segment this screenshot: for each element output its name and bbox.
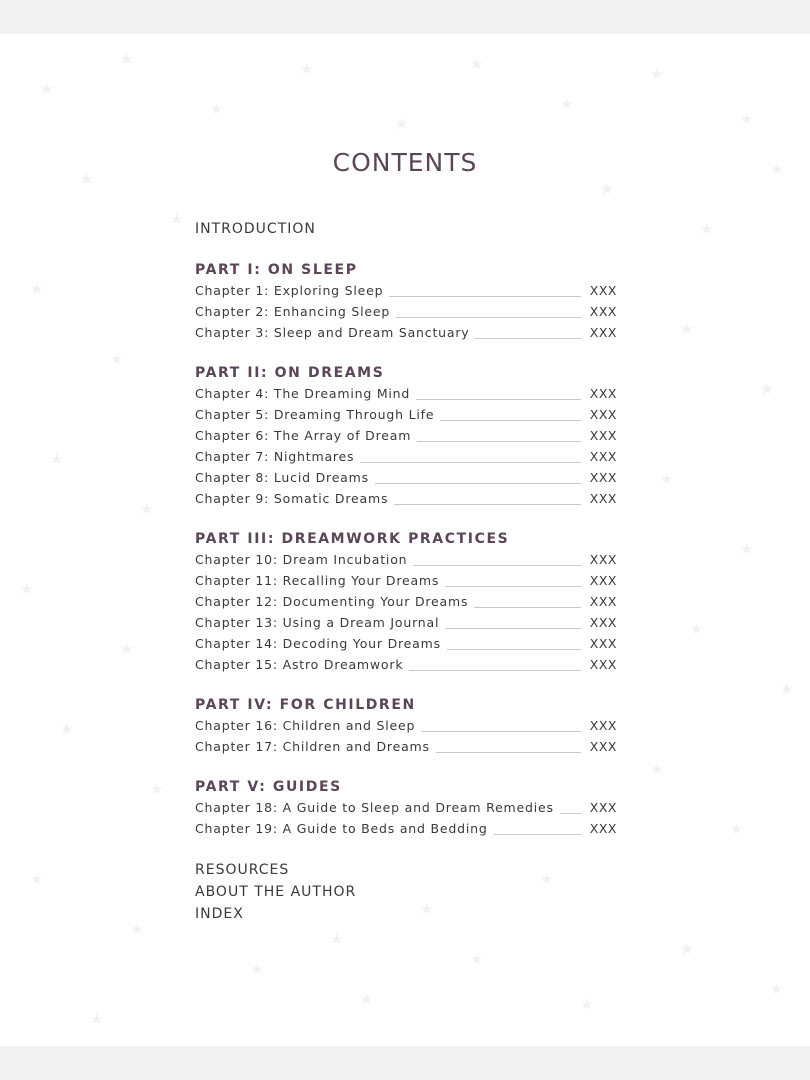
chapter-row[interactable]	[195, 633, 617, 654]
page-number: XXX	[589, 449, 617, 464]
page-number: XXX	[589, 739, 617, 754]
svg-text:★: ★	[50, 450, 64, 468]
chapter-row[interactable]	[195, 404, 617, 425]
chapter-row[interactable]	[195, 280, 617, 301]
dot-leader	[560, 813, 581, 814]
part-title[interactable]: PART V: GUIDES	[195, 779, 342, 795]
svg-text:★: ★	[20, 580, 34, 598]
page-title: CONTENTS	[332, 148, 478, 177]
svg-text:★: ★	[420, 900, 434, 918]
dot-leader	[494, 834, 581, 835]
chapter-row[interactable]	[195, 446, 617, 467]
chapter-label: Chapter 18: A Guide to Sleep and Dream Remedies	[195, 800, 554, 815]
page-number: XXX	[589, 636, 617, 651]
dot-leader	[413, 565, 581, 566]
chapter-row[interactable]	[195, 425, 617, 446]
page-number: XXX	[589, 283, 617, 298]
dot-leader	[396, 317, 581, 318]
chapter-row[interactable]	[195, 736, 617, 757]
chapter-row[interactable]	[195, 715, 617, 736]
page-number: XXX	[589, 718, 617, 733]
dot-leader	[416, 399, 581, 400]
chapter-row[interactable]	[195, 549, 617, 570]
chapter-row[interactable]	[195, 797, 617, 818]
part-3	[195, 529, 617, 675]
chapter-label: Chapter 2: Enhancing Sleep	[195, 304, 391, 319]
dot-leader	[417, 441, 581, 442]
back-matter	[195, 859, 617, 925]
chapter-row[interactable]	[195, 467, 617, 488]
svg-text:★: ★	[770, 980, 784, 998]
page-number: XXX	[589, 552, 617, 567]
chapter-row[interactable]	[195, 591, 617, 612]
svg-text:★: ★	[650, 760, 664, 778]
chapter-label: Chapter 5: Dreaming Through Life	[195, 407, 435, 422]
part-title[interactable]: PART III: DREAMWORK PRACTICES	[195, 531, 510, 547]
svg-text:★: ★	[730, 820, 744, 838]
svg-text:★: ★	[330, 930, 344, 948]
page-number: XXX	[589, 800, 617, 815]
svg-text:★: ★	[210, 100, 224, 118]
chapter-label: Chapter 7: Nightmares	[195, 449, 355, 464]
dot-leader	[360, 462, 581, 463]
page-number: XXX	[589, 657, 617, 672]
chapter-label: Chapter 9: Somatic Dreams	[195, 491, 389, 506]
svg-text:★: ★	[540, 870, 554, 888]
part-1	[195, 260, 617, 343]
page-number: XXX	[589, 325, 617, 340]
page-number: XXX	[589, 304, 617, 319]
dot-leader	[375, 483, 581, 484]
svg-text:★: ★	[740, 110, 754, 128]
chapter-row[interactable]	[195, 612, 617, 633]
page-number: XXX	[589, 407, 617, 422]
part-4	[195, 695, 617, 757]
dot-leader	[445, 586, 581, 587]
chapter-label: Chapter 3: Sleep and Dream Sanctuary	[195, 325, 470, 340]
svg-text:★: ★	[60, 720, 74, 738]
chapter-label: Chapter 19: A Guide to Beds and Bedding	[195, 821, 488, 836]
svg-text:★: ★	[360, 990, 374, 1008]
chapter-label: Chapter 1: Exploring Sleep	[195, 283, 384, 298]
part-5	[195, 777, 617, 839]
svg-text:★: ★	[150, 780, 164, 798]
dot-leader	[447, 649, 581, 650]
svg-text:★: ★	[680, 320, 694, 338]
page-number: XXX	[589, 491, 617, 506]
dot-leader	[475, 338, 581, 339]
part-title[interactable]: PART II: ON DREAMS	[195, 365, 385, 381]
page-number: XXX	[589, 386, 617, 401]
chapter-label: Chapter 11: Recalling Your Dreams	[195, 573, 440, 588]
chapter-label: Chapter 17: Children and Dreams	[195, 739, 430, 754]
svg-text:★: ★	[130, 920, 144, 938]
page-number: XXX	[589, 573, 617, 588]
dot-leader	[436, 752, 581, 753]
svg-text:★: ★	[30, 870, 44, 888]
chapter-label: Chapter 12: Documenting Your Dreams	[195, 594, 469, 609]
page-number: XXX	[589, 821, 617, 836]
chapter-label: Chapter 6: The Array of Dream	[195, 428, 412, 443]
dot-leader	[389, 296, 581, 297]
svg-text:★: ★	[120, 640, 134, 658]
dot-leader	[474, 607, 581, 608]
svg-text:★: ★	[470, 55, 484, 73]
part-2	[195, 363, 617, 509]
svg-text:★: ★	[140, 500, 154, 518]
svg-text:★: ★	[40, 80, 54, 98]
chapter-row[interactable]	[195, 818, 617, 839]
part-title[interactable]: PART IV: FOR CHILDREN	[195, 697, 416, 713]
page-number: XXX	[589, 428, 617, 443]
chapter-row[interactable]	[195, 301, 617, 322]
svg-text:★: ★	[770, 160, 784, 178]
svg-text:★: ★	[90, 1010, 104, 1028]
table-of-contents	[195, 218, 617, 925]
svg-text:★: ★	[690, 620, 704, 638]
page-number: XXX	[589, 615, 617, 630]
toc-entry-introduction[interactable]: INTRODUCTION	[195, 221, 316, 237]
page-number: XXX	[589, 470, 617, 485]
svg-text:★: ★	[470, 950, 484, 968]
svg-text:★: ★	[780, 680, 794, 698]
toc-entry-resources[interactable]: RESOURCES	[195, 862, 290, 878]
toc-entry-about-the-author[interactable]: ABOUT THE AUTHOR	[195, 884, 357, 900]
chapter-label: Chapter 10: Dream Incubation	[195, 552, 408, 567]
svg-text:★: ★	[680, 940, 694, 958]
svg-text:★: ★	[30, 280, 44, 298]
svg-text:★: ★	[250, 960, 264, 978]
chapter-row[interactable]	[195, 322, 617, 343]
chapter-label: Chapter 16: Children and Sleep	[195, 718, 416, 733]
chapter-label: Chapter 15: Astro Dreamwork	[195, 657, 404, 672]
chapter-row[interactable]	[195, 654, 617, 675]
svg-text:★: ★	[80, 170, 94, 188]
chapter-label: Chapter 4: The Dreaming Mind	[195, 386, 411, 401]
chapter-label: Chapter 8: Lucid Dreams	[195, 470, 369, 485]
svg-text:★: ★	[580, 995, 594, 1013]
dot-leader	[421, 731, 581, 732]
chapter-row[interactable]	[195, 570, 617, 591]
dot-leader	[440, 420, 581, 421]
part-title[interactable]: PART I: ON SLEEP	[195, 262, 358, 278]
page-number: XXX	[589, 594, 617, 609]
svg-text:★: ★	[170, 210, 184, 228]
dot-leader	[394, 504, 581, 505]
svg-text:★: ★	[600, 180, 614, 198]
svg-text:★: ★	[760, 380, 774, 398]
toc-page	[0, 34, 810, 1046]
chapter-row[interactable]	[195, 383, 617, 404]
svg-text:★: ★	[395, 115, 409, 133]
svg-text:★: ★	[650, 65, 664, 83]
svg-text:★: ★	[700, 220, 714, 238]
svg-text:★: ★	[560, 95, 574, 113]
dot-leader	[409, 670, 581, 671]
svg-text:★: ★	[110, 350, 124, 368]
svg-text:★: ★	[740, 540, 754, 558]
dot-leader	[445, 628, 581, 629]
svg-text:★: ★	[300, 60, 314, 78]
chapter-label: Chapter 13: Using a Dream Journal	[195, 615, 440, 630]
chapter-row[interactable]	[195, 488, 617, 509]
svg-text:★: ★	[120, 50, 134, 68]
svg-text:★: ★	[660, 470, 674, 488]
chapter-label: Chapter 14: Decoding Your Dreams	[195, 636, 441, 651]
toc-entry-index[interactable]: INDEX	[195, 906, 244, 922]
